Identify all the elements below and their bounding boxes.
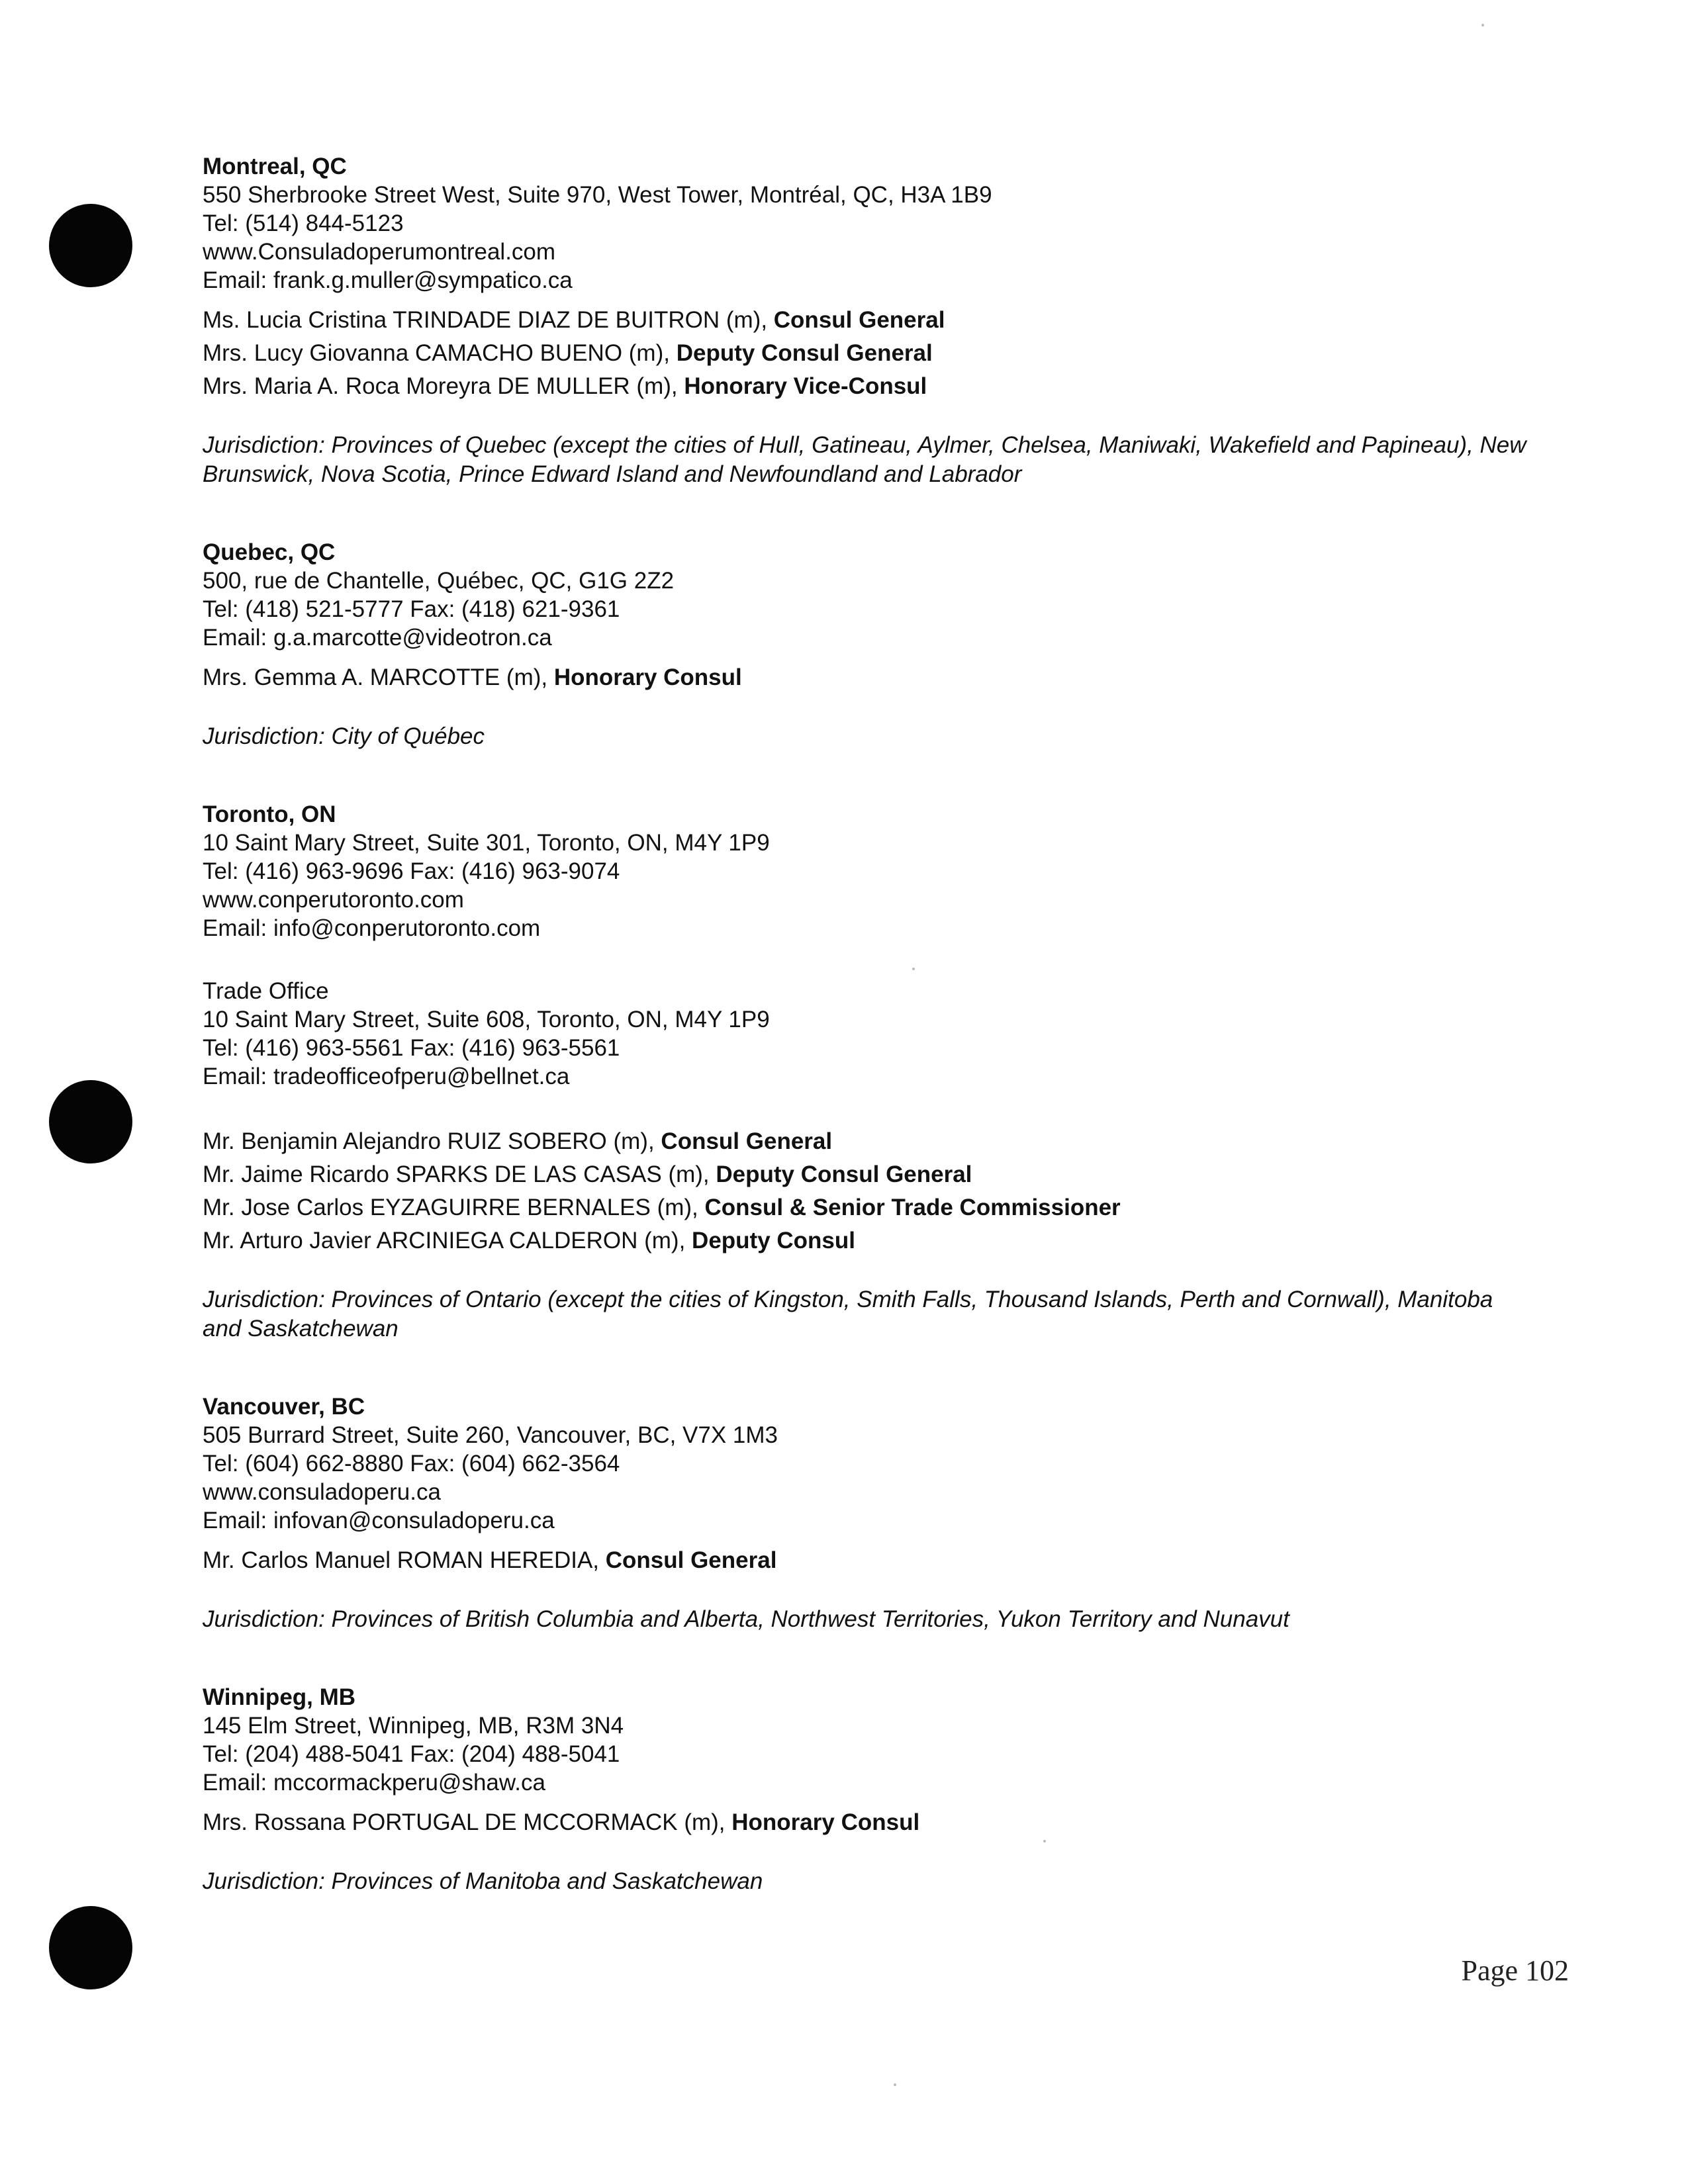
officer-title: Deputy Consul General <box>676 340 933 366</box>
address-block <box>203 181 1526 295</box>
officer-name: Mrs. Rossana PORTUGAL DE MCCORMACK (m), <box>203 1809 732 1835</box>
officer-title: Deputy Consul <box>692 1228 855 1253</box>
officer-list <box>203 1125 1526 1257</box>
officer-list <box>203 304 1526 403</box>
section-title: Winnipeg, MB <box>203 1684 356 1710</box>
consulate-section <box>203 800 1526 1343</box>
address-line: Tel: (416) 963-9696 Fax: (416) 963-9074 <box>203 858 620 884</box>
officer-name: Mrs. Lucy Giovanna CAMACHO BUENO (m), <box>203 340 677 366</box>
section-title: Toronto, ON <box>203 801 336 827</box>
officer-title: Consul General <box>773 307 945 333</box>
officer-entry <box>203 1806 1526 1839</box>
punch-hole-bottom <box>49 1906 132 1989</box>
address-block <box>203 1711 1526 1797</box>
address-line: 500, rue de Chantelle, Québec, QC, G1G 2Z2 <box>203 568 675 594</box>
jurisdiction-note: Jurisdiction: City of Québec <box>203 723 485 749</box>
address-line: Tel: (514) 844-5123 <box>203 210 404 236</box>
officer-entry <box>203 661 1526 694</box>
officer-name: Mr. Carlos Manuel ROMAN HEREDIA, <box>203 1547 606 1573</box>
scan-speck <box>1481 24 1484 26</box>
officer-entry <box>203 1224 1526 1257</box>
jurisdiction-note: Jurisdiction: Provinces of British Columbia and Alberta, Northwest Territories, Yukon Territory and Nunavut <box>203 1606 1289 1632</box>
address-line: Email: info@conperutoronto.com <box>203 915 541 941</box>
officer-name: Mrs. Maria A. Roca Moreyra DE MULLER (m), <box>203 373 684 399</box>
consulate-section <box>203 1683 1526 1896</box>
section-title: Montreal, QC <box>203 154 347 179</box>
officer-name: Mrs. Gemma A. MARCOTTE (m), <box>203 664 554 690</box>
officer-list <box>203 1806 1526 1839</box>
consulate-section <box>203 538 1526 751</box>
address-line: Tel: (604) 662-8880 Fax: (604) 662-3564 <box>203 1451 620 1477</box>
officer-name: Mr. Jose Carlos EYZAGUIRRE BERNALES (m), <box>203 1195 705 1220</box>
officer-name: Ms. Lucia Cristina TRINDADE DIAZ DE BUITRON (m), <box>203 307 774 333</box>
address-block <box>203 567 1526 652</box>
address-line: Tel: (204) 488-5041 Fax: (204) 488-5041 <box>203 1741 620 1767</box>
officer-entry <box>203 1191 1526 1224</box>
address-line: Tel: (416) 963-5561 Fax: (416) 963-5561 <box>203 1035 620 1061</box>
officer-entry <box>203 1544 1526 1577</box>
punch-hole-middle <box>49 1080 132 1163</box>
address-line: Email: infovan@consuladoperu.ca <box>203 1508 555 1533</box>
address-line: 550 Sherbrooke Street West, Suite 970, West Tower, Montréal, QC, H3A 1B9 <box>203 182 992 208</box>
address-line: Email: g.a.marcotte@videotron.ca <box>203 625 552 651</box>
address-line: 505 Burrard Street, Suite 260, Vancouver, BC, V7X 1M3 <box>203 1422 778 1448</box>
address-line: Tel: (418) 521-5777 Fax: (418) 621-9361 <box>203 596 620 622</box>
officer-list <box>203 661 1526 694</box>
officer-name: Mr. Arturo Javier ARCINIEGA CALDERON (m), <box>203 1228 692 1253</box>
address-line: 10 Saint Mary Street, Suite 608, Toronto, ON, M4Y 1P9 <box>203 1007 770 1032</box>
consulate-section <box>203 152 1526 489</box>
jurisdiction-note: Jurisdiction: Provinces of Ontario (except the cities of Kingston, Smith Falls, Thousand Islands, Perth and Cornwall), Manitoba and Saskatchewan <box>203 1287 1493 1342</box>
officer-title: Consul General <box>605 1547 777 1573</box>
address-line: www.conperutoronto.com <box>203 887 464 913</box>
officer-entry <box>203 1125 1526 1158</box>
address-line: www.Consuladoperumontreal.com <box>203 239 556 265</box>
section-title: Quebec, QC <box>203 539 336 565</box>
address-line: Trade Office <box>203 978 329 1004</box>
address-line: www.consuladoperu.ca <box>203 1479 441 1505</box>
address-line: Email: tradeofficeofperu@bellnet.ca <box>203 1064 570 1089</box>
jurisdiction-note: Jurisdiction: Provinces of Quebec (except the cities of Hull, Gatineau, Aylmer, Chelsea, Maniwaki, Wakefield and Papineau), New Brunswick, Nova Scotia, Prince Edward Island and Newfoundland and Labrador <box>203 432 1526 487</box>
officer-title: Honorary Vice-Consul <box>684 373 927 399</box>
officer-title: Honorary Consul <box>553 664 742 690</box>
address-block <box>203 1421 1526 1535</box>
scan-speck <box>894 2083 896 2086</box>
officer-entry <box>203 304 1526 337</box>
jurisdiction-note: Jurisdiction: Provinces of Manitoba and Saskatchewan <box>203 1868 763 1894</box>
section-title: Vancouver, BC <box>203 1394 365 1420</box>
address-line: Email: mccormackperu@shaw.ca <box>203 1770 545 1796</box>
consulate-directory <box>203 152 1526 1945</box>
page-number: Page 102 <box>1461 1954 1569 1987</box>
officer-name: Mr. Benjamin Alejandro RUIZ SOBERO (m), <box>203 1128 661 1154</box>
officer-title: Honorary Consul <box>731 1809 920 1835</box>
punch-hole-top <box>49 204 132 287</box>
consulate-section <box>203 1392 1526 1634</box>
address-block <box>203 977 1526 1091</box>
officer-entry <box>203 370 1526 403</box>
address-line: Email: frank.g.muller@sympatico.ca <box>203 267 573 293</box>
officer-name: Mr. Jaime Ricardo SPARKS DE LAS CASAS (m), <box>203 1161 716 1187</box>
address-block <box>203 829 1526 942</box>
officer-list <box>203 1544 1526 1577</box>
officer-title: Deputy Consul General <box>716 1161 972 1187</box>
officer-title: Consul General <box>661 1128 833 1154</box>
officer-title: Consul & Senior Trade Commissioner <box>704 1195 1121 1220</box>
officer-entry <box>203 1158 1526 1191</box>
officer-entry <box>203 337 1526 370</box>
address-line: 10 Saint Mary Street, Suite 301, Toronto, ON, M4Y 1P9 <box>203 830 770 856</box>
address-line: 145 Elm Street, Winnipeg, MB, R3M 3N4 <box>203 1713 624 1739</box>
